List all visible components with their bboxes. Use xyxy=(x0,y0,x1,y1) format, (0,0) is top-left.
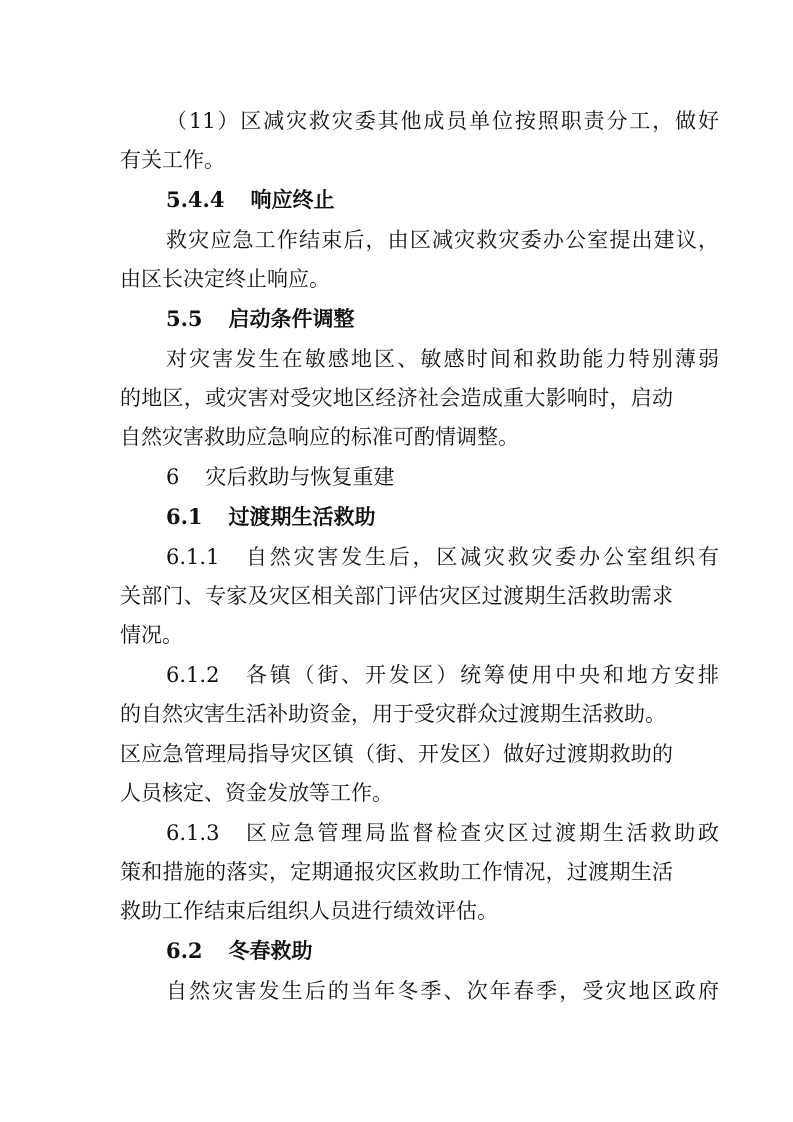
heading-number: 5.5 xyxy=(166,306,203,331)
heading-number: 5.4.4 xyxy=(166,187,225,212)
paragraph-line: 人员核定、资金发放等工作。 xyxy=(120,781,393,805)
paragraph-line: 6.1.2 各镇（街、开发区）统筹使用中央和地方安排 xyxy=(166,663,719,687)
heading-title: 过渡期生活救助 xyxy=(228,504,376,529)
paragraph-line: 的地区，或灾害对受灾地区经济社会造成重大影响时，启动 xyxy=(120,386,673,410)
paragraph-line: 区应急管理局指导灾区镇（街、开发区）做好过渡期救助的 xyxy=(120,742,673,766)
paragraph-line: 自然灾害发生后的当年冬季、次年春季，受灾地区政府 xyxy=(166,979,719,1003)
paragraph-line: 对灾害发生在敏感地区、敏感时间和救助能力特别薄弱 xyxy=(166,347,719,371)
heading-title: 冬春救助 xyxy=(228,938,313,963)
section-heading-6-1 xyxy=(0,503,793,531)
paragraph-line: （11）区减灾救灾委其他成员单位按照职责分工，做好 xyxy=(166,109,719,133)
paragraph-line: 由区长决定终止响应。 xyxy=(120,267,330,291)
heading-number: 6.2 xyxy=(166,938,203,963)
paragraph-line: 救灾应急工作结束后，由区减灾救灾委办公室提出建议， xyxy=(166,228,719,252)
paragraph-line: 救助工作结束后组织人员进行绩效评估。 xyxy=(120,899,498,923)
paragraph-line: 策和措施的落实，定期通报灾区救助工作情况，过渡期生活 xyxy=(120,860,673,884)
section-heading-5-5 xyxy=(0,305,793,333)
heading-title: 启动条件调整 xyxy=(228,306,355,331)
paragraph-line: 自然灾害救助应急响应的标准可酌情调整。 xyxy=(120,425,519,449)
section-heading-5-4-4 xyxy=(0,186,793,214)
paragraph-line: 的自然灾害生活补助资金，用于受灾群众过渡期生活救助。 xyxy=(120,702,666,726)
heading-number: 6 xyxy=(166,465,180,489)
paragraph-line: 6.1.1 自然灾害发生后，区减灾救灾委办公室组织有 xyxy=(166,545,719,569)
heading-number: 6.1 xyxy=(166,504,203,529)
paragraph-line: 情况。 xyxy=(120,623,183,647)
heading-title: 灾后救助与恢复重建 xyxy=(205,465,395,489)
section-heading-6-2 xyxy=(0,937,793,965)
paragraph-line: 关部门、专家及灾区相关部门评估灾区过渡期生活救助需求 xyxy=(120,584,673,608)
paragraph-line: 有关工作。 xyxy=(120,148,225,172)
heading-title: 响应终止 xyxy=(250,187,335,212)
paragraph-line: 6.1.3 区应急管理局监督检查灾区过渡期生活救助政 xyxy=(166,821,719,845)
section-heading-6 xyxy=(0,463,793,491)
